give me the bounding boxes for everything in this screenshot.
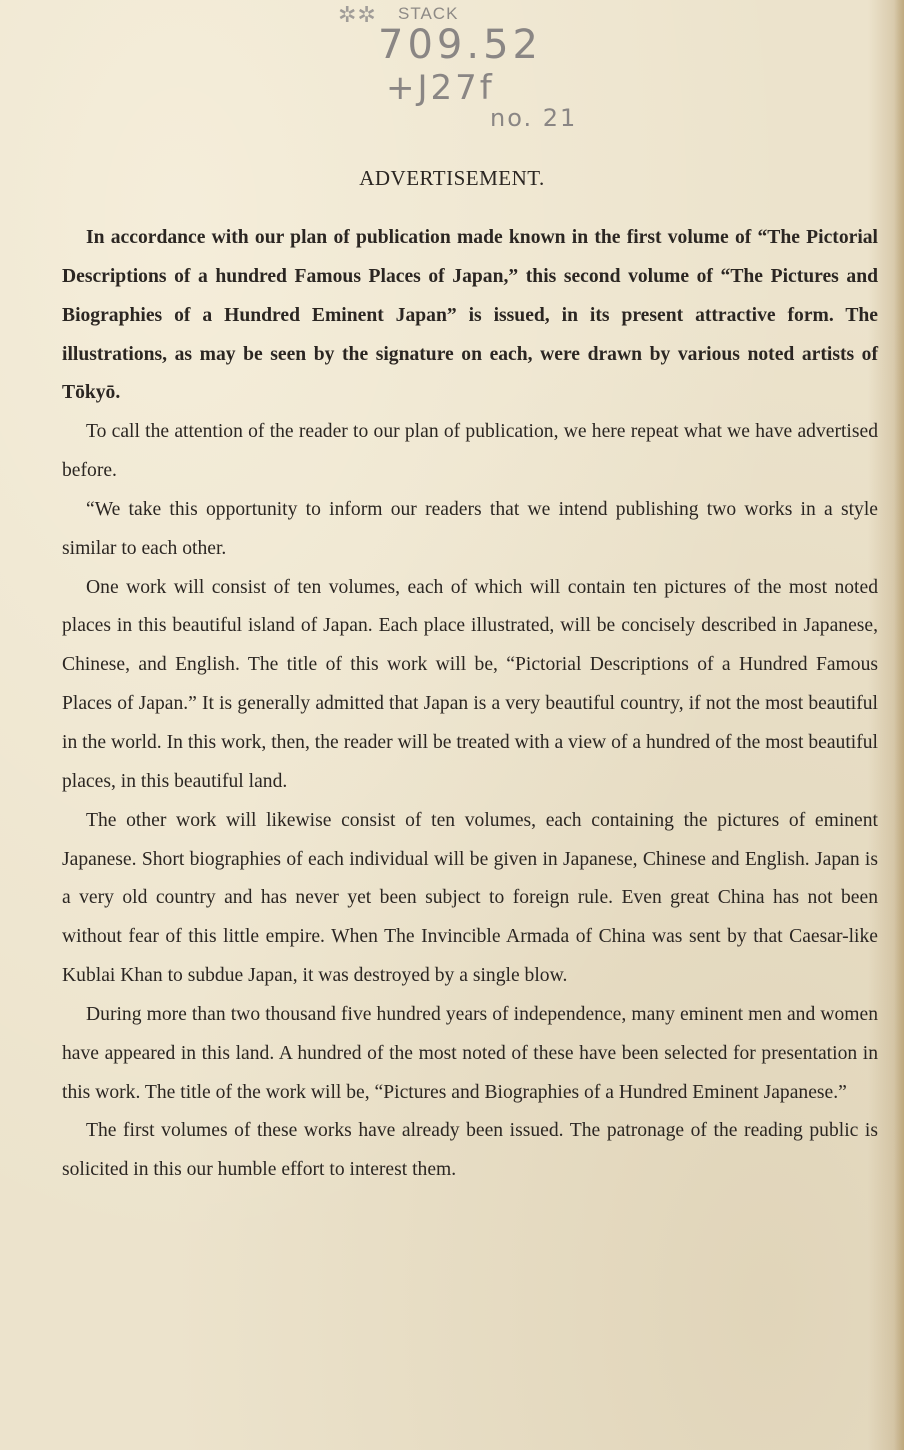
handwritten-volume-number: no. 21 [490,104,578,132]
page-edge-shadow [894,0,904,1450]
document-title: ADVERTISEMENT. [359,166,545,190]
paragraph-2: To call the attention of the reader to our plan of publication, we here repeat what we have advertised before. [62,421,878,482]
paragraph-5: The other work will likewise consist of ten volumes, each containing the pictures of eminent Japanese. Short biographies of each individual will be given in Japanese, Chinese and English. Japan is a very old country and has never yet been subject to foreign rule. Even great China has not been without fear of this little empire. When The Invincible Armada of China was sent by that Caesar-like Kublai Khan to subdue Japan, it was destroyed by a single blow. [62,809,878,987]
paragraph-6: During more than two thousand five hundred years of independence, many eminent men and women have appeared in this land. A hundred of the most noted of these have been selected for presentation in this work. The title of the work will be, “Pictures and Biographies of a Hundred Eminent Japanese.” [62,1003,878,1103]
paragraph-4: One work will consist of ten volumes, each of which will contain ten pictures of the most noted places in this beautiful island of Japan. Each place illustrated, will be concisely described in Japanese, Chinese, and English. The title of this work will be, “Pictorial Descriptions of a Hundred Famous Places of Japan.” It is generally admitted that Japan is a very beautiful country, if not the most beautiful in the world. In this work, then, the reader will be treated with a view of a hundred of the most beautiful places, in this beautiful land. [62,576,878,792]
paragraph-7: The first volumes of these works have already been issued. The patronage of the reading public is solicited in this our humble effort to interest them. [62,1120,878,1181]
stack-stamp: STACK [398,4,459,23]
body-text [62,219,878,1190]
handwritten-cutter-number: +J27f [386,68,495,108]
paragraph-3: “We take this opportunity to inform our readers that we intend publishing two works in a style similar to each other. [62,498,878,559]
handwritten-call-number: 709.52 [378,22,542,68]
library-star-stamp: ✲✲ [338,2,377,27]
paragraph-1: In accordance with our plan of publication made known in the first volume of “The Pictorial Descriptions of a hundred Famous Places of Japan,” this second volume of “The Pictures and Biographies of a Hundred Eminent Japan” is issued, in its present attractive form. The illustrations, as may be seen by the signature on each, were drawn by various noted artists of Tōkyō. [62,227,878,404]
